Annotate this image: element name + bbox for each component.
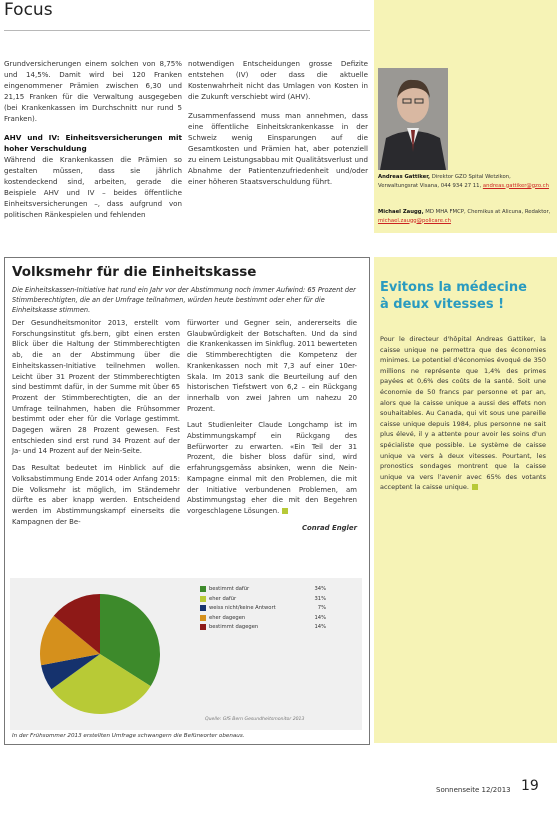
pie-chart [30,590,170,718]
legend-label: eher dagegen [209,614,246,621]
author-bio-1 [378,173,552,190]
paragraph: Während die Krankenkassen die Prämien so gestalten müssen, dass sie jährlich kostendeckend sind, arbeiten, gerade die Beispiele AHV und IV – beides öffentliche Einheitsversicherungen –, dass aufgrund von politischen Ränkespielen und fehlenden [4,155,182,219]
paragraph [187,420,357,516]
end-mark-icon [472,484,478,490]
chart-legend [200,586,326,636]
author-name: Andreas Gattiker, [378,174,431,180]
page-number: 19 [521,778,539,794]
legend-swatch [200,605,206,611]
box-title: Volksmehr für die Einheitskasse [12,264,257,280]
legend-swatch [200,624,206,630]
legend-swatch [200,596,206,602]
paragraph: Das Resultat bedeutet im Hinblick auf die Volksabstimmung Ende 2014 oder Anfang 2015: Die Volksmehr ist möglich, im Ständemehr dürfte es aber knapp werden. Entscheidend werden im Abstimmungskampf einerseits die Kampagnen der Be- [12,464,180,526]
french-title-line: à deux vitesses ! [380,297,505,312]
author-name: Michael Zaugg, [378,209,424,215]
french-title [380,279,548,313]
legend-swatch [200,615,206,621]
legend-label: bestimmt dagegen [209,624,259,630]
paragraph: fürworter und Gegner sein, andererseits die Glaubwürdigkeit der Botschaften. Und da sind die Krankenkassen im Sinkflug. 2011 bewerteten die Stimmberechtigten die Kompetenz der Krankenkassen noch mit 7,3 auf einer 10er-Skala. Im 2013 sank die Beurteilung auf den historischen Tiefstwert von 6,2 – ein Rückgang innerhalb von zwei Jahren um nahezu 20 Prozent. [187,319,357,413]
box-column-left [12,318,180,533]
french-title-line: Evitons la médecine [380,280,527,295]
box-column-right [187,318,357,533]
paragraph: Zusammenfassend muss man annehmen, dass eine öffentliche Einheitskrankenkasse in der Schweiz wenig Einsparungen auf die Gesamtkosten und Prämien hat, aber potenziell zu einem Leistungsabbau mit Qualitätsverlust und Abnahme der Patientenzufriedenheit und/oder einer höheren Staatsverschuldung führt. [188,111,368,186]
paragraph-text: Laut Studienleiter Claude Longchamp ist im Abstimmungskampf ein Rückgang des Befürworter zu erwarten. «Ein Teil der 31 Prozent, die bisher bloss dafür sind, wird erfahrungsgemäss absinken, wenn die Nein-Kampagne einmal mit den Problemen, die mit der Initiative verbundenen Problemen, am Abstimmungstag eher die mit den Begehren vorgeschlagene Lösungen. [187,421,357,515]
author-email-link[interactable]: andreas.gattiker@gzo.ch [482,182,549,189]
box-lead: Die Einheitskassen-Initiative hat rund ein Jahr vor der Abstimmung noch immer Aufwind: 65 Prozent der Stimmberechtigten, die an der Umfrage teilnahmen, würden heute bestimmt oder eher für die Einheitskasse stimmen. [12,286,356,314]
paragraph: Grundversicherungen einem solchen von 8,75% und 14,5%. Damit wird bei 120 Franken eingenommener Prämien zwischen 6,30 und 21,15 Franken für die Verwaltung ausgegeben (bei Krankenkassen im Durchschnitt nur rund 5 Franken). [4,59,182,123]
author-bio-2 [378,208,552,225]
legend-label: eher dafür [209,595,237,602]
french-text: Pour le directeur d'hôpital Andreas Gattiker, la caisse unique ne permettra que des économies minimes. Le potentiel d'économies évoqué de 350 millions ne représente que 1,4% des primes payées et 0,6% des coûts de la santé. Soit une économie de 50 francs par personne et par an, alors que la caisse unique a aussi des effets non souhaitables. Au Canada, qui vit sous une pareille caisse unique depuis 1984, plus personne ne sait plus élevé, il y a attente pour avoir les soins d'un spécialiste que possible. Le système de caisse unique va vers à deux vitesses. Pourtant, les pronostics sondages montrent que la caisse unique va vers l'avenir avec 65% des votants acceptent la caisse unique. [380,335,546,492]
author-description: MD MHA FMCP, Chemikus at Alicuna, Redaktor, [425,209,551,215]
legend-value: 14% [314,614,326,621]
legend-label: weiss nicht/keine Antwort [209,605,276,611]
french-body [380,334,546,493]
end-mark-icon [282,508,288,514]
author-description: Direktor GZO Spital Wetzikon, Verwaltungsrat Visana, 044 934 27 11, [378,174,511,189]
box-author: Conrad Engler [301,523,357,532]
paragraph: notwendigen Entscheidungen grosse Defizite entstehen (IV) oder dass die aktuelle Kostenwahrheit nicht das Umlagen von Kosten in die Zukunft verschiebt wird (AHV). [188,59,368,101]
legend-label: bestimmt dafür [209,586,250,592]
magazine-footer: Sonnenseite 12/2013 [436,786,511,794]
article-column-2 [188,58,368,195]
chart-caption: In der Frühsommer 2013 erstellten Umfrage schwangern die Befürworter obenaus. [12,733,245,739]
author-email-link[interactable]: michael.zaugg@policare.ch [378,217,451,224]
legend-value: 7% [317,605,326,611]
legend-value: 31% [314,595,326,602]
chart-source: Quelle: GfS Bern Gesundheitsmonitor 2013 [205,717,305,722]
article-column-1 [4,58,182,228]
divider [4,30,370,31]
legend-item [200,624,326,633]
portrait-icon [378,68,448,170]
portrait-photo [378,68,448,170]
subheading: AHV und IV: Einheitsversicherungen mit hoher Verschuldung [4,133,182,153]
paragraph: Der Gesundheitsmonitor 2013, erstellt vom Forschungsinstitut gfs.bern, gibt einen ersten Blick über die Haltung der Stimmberechtigten ab, die an der Abstimmung über die Einheitskassen-Initiative teilnehmen wollen. Leicht über 31 Prozent der Stimmberechtigten sind bestimmt dafür, in der Summe mit über 65 Prozent der Stimmberechtigten, die an der Umfrage teilnahmen, haben die Frühsommer bestimmt oder eher für die Vorlage gestimmt. Dagegen wären 28 Prozent gewesen. Fest entschieden sind erst rund 34 Prozent auf der Ja- und 14 Prozent auf der Nein-Seite. [12,319,180,456]
legend-value: 14% [314,624,326,630]
french-sidebar [374,257,557,743]
legend-value: 34% [314,586,326,592]
section-title: Focus [4,0,53,20]
legend-swatch [200,586,206,592]
